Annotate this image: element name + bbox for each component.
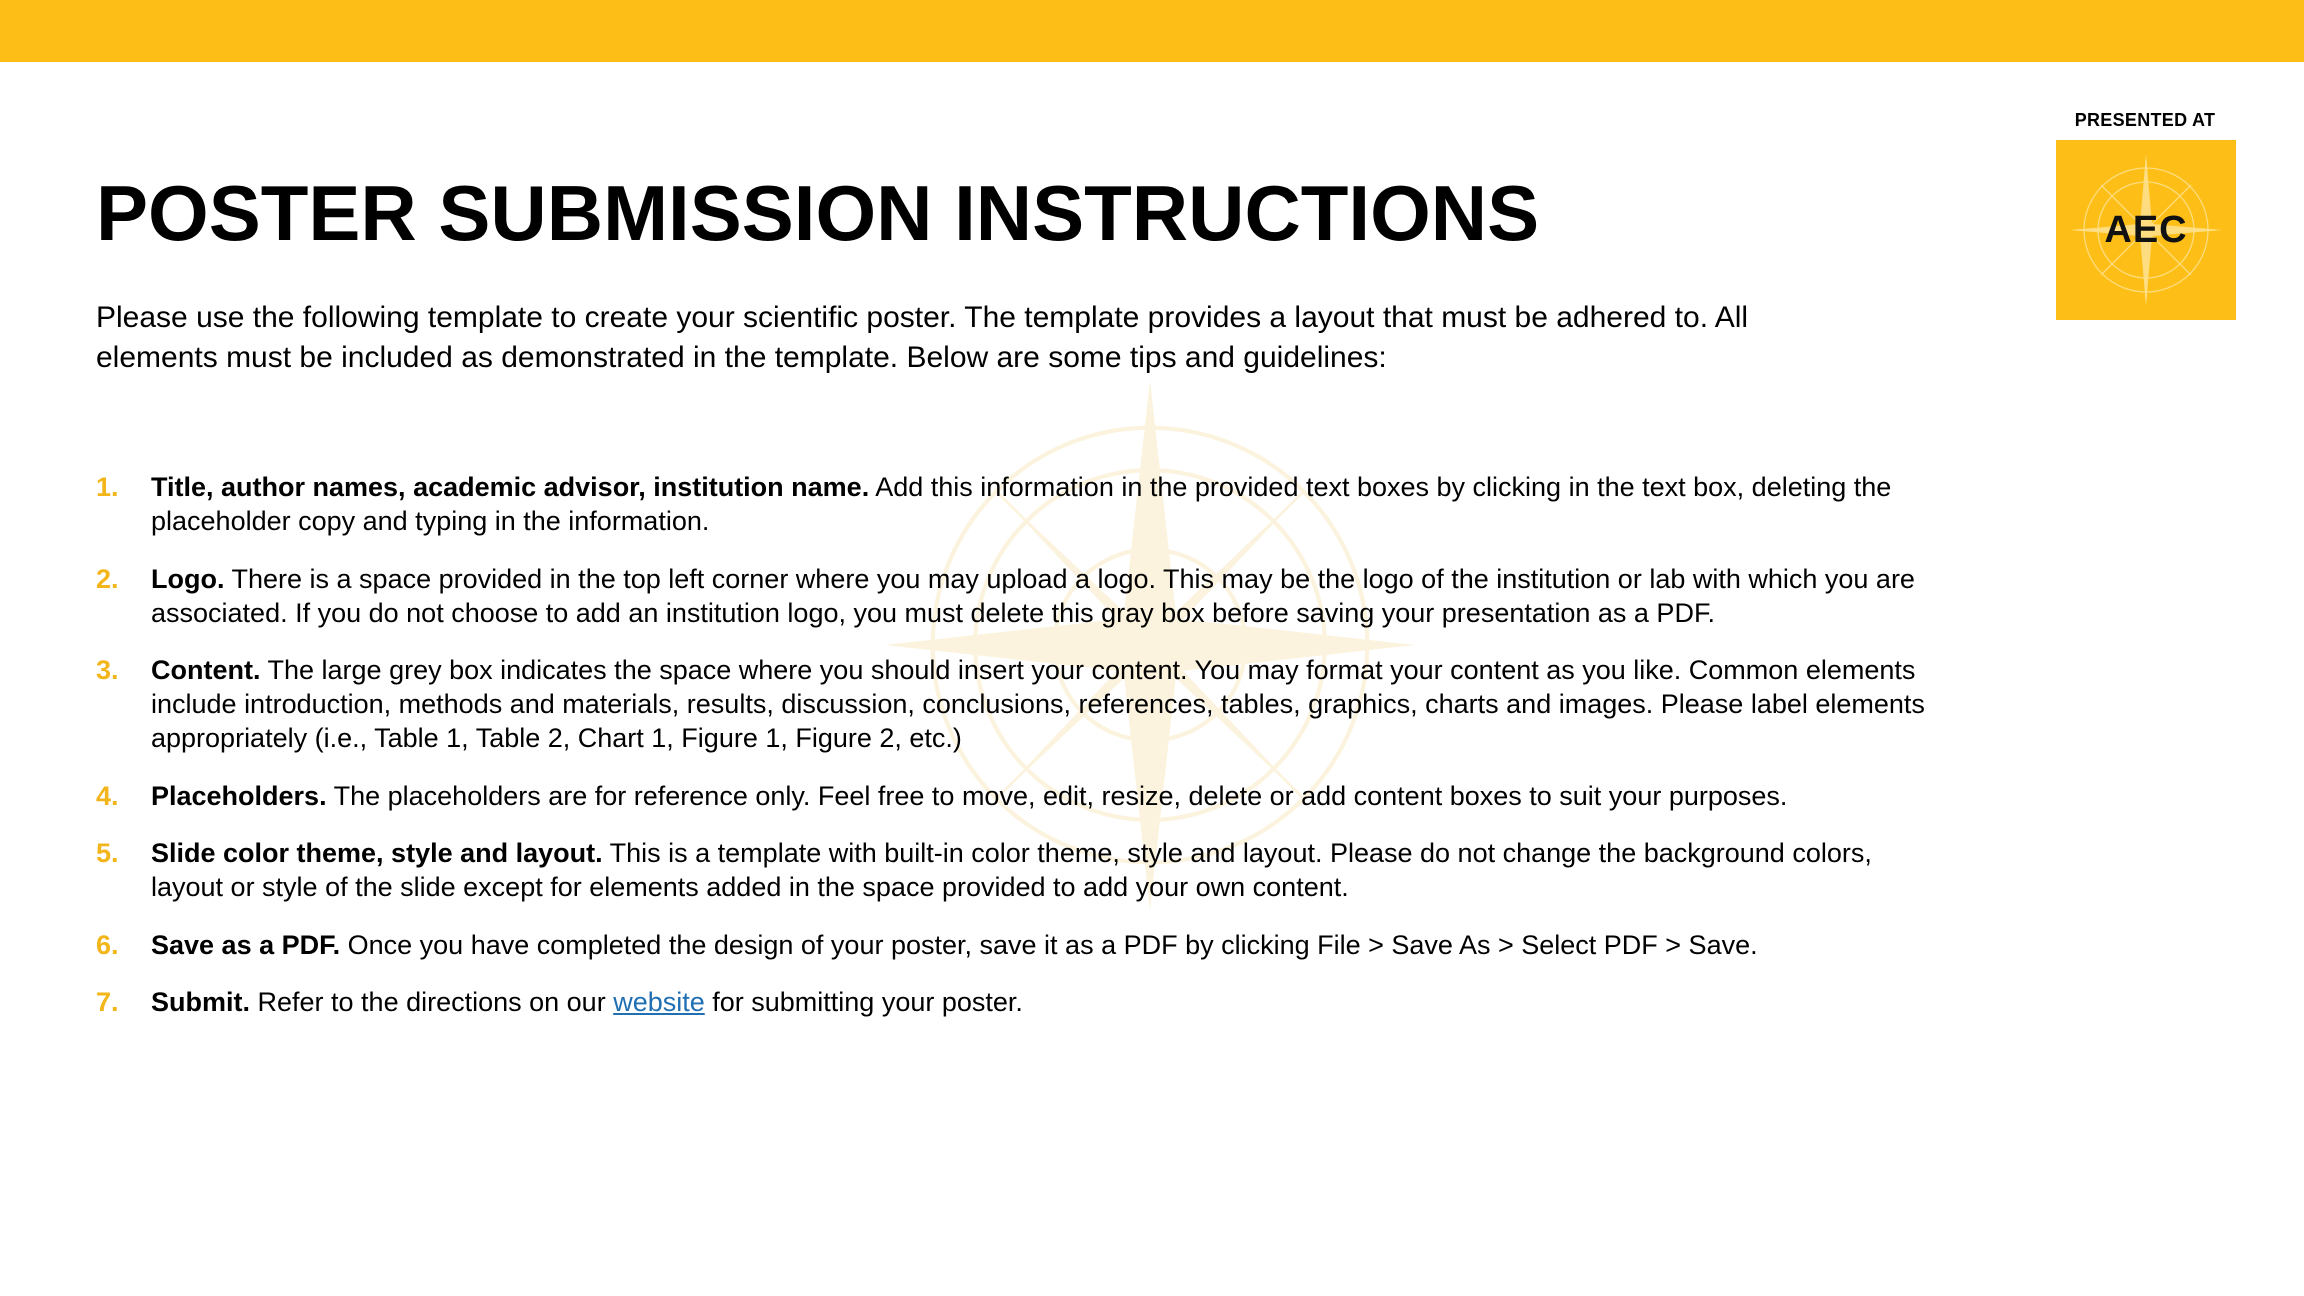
step-text: Add this information in the provided text boxes by clicking in the text box, deleting the placeholder copy and typing in the information. [151, 472, 1892, 536]
step-number: 2. [96, 563, 119, 594]
list-item-color-theme [96, 836, 1926, 904]
step-number: 5. [96, 838, 119, 868]
list-item-title-authors [96, 470, 1926, 538]
step-heading: Content. [151, 655, 261, 685]
list-item-content [96, 653, 1926, 755]
step-number: 3. [96, 655, 119, 685]
step-heading: Title, author names, academic advisor, institution name. [151, 472, 870, 502]
website-link[interactable]: website [613, 987, 705, 1017]
top-accent-bar [0, 0, 2304, 62]
intro-paragraph: Please use the following template to create your scientific poster. The template provides a layout that must be adhered to. All elements must be included as demonstrated in the template. Below are some tips and guidelines: [96, 301, 1749, 374]
step-text: Once you have completed the design of your poster, save it as a PDF by clicking File > Save As > Select PDF > Save. [340, 929, 1758, 960]
step-heading: Slide color theme, style and layout. [151, 838, 603, 868]
aec-logo-badge [2056, 140, 2236, 320]
step-number: 4. [96, 780, 119, 811]
step-text: The placeholders are for reference only. Feel free to move, edit, resize, delete or add content boxes to suit your purposes. [326, 780, 1788, 811]
step-heading: Save as a PDF. [151, 929, 341, 960]
step-text: for submitting your poster. [704, 987, 1023, 1017]
step-heading: Placeholders. [151, 780, 327, 811]
list-item-save-pdf [96, 928, 1926, 962]
step-text: This is a template with built-in color theme, style and layout. Please do not change the background colors, layout or style of the slide except for elements added in the space provided to add your own content. [151, 838, 1872, 902]
list-item-submit [96, 985, 1926, 1019]
step-text: The large grey box indicates the space where you should insert your content. You may format your content as you like. Common elements include introduction, methods and materials, results, discussion, conclusions, references, tables, graphics, charts and images. Please label elements appropriately (i.e., Table 1, Table 2, Chart 1, Figure 1, Figure 2, etc.) [151, 655, 1925, 753]
list-item-placeholders [96, 779, 1926, 813]
page-title: POSTER SUBMISSION INSTRUCTIONS [96, 169, 1540, 257]
list-item-logo [96, 562, 1926, 630]
step-text: Refer to the directions on our [250, 987, 614, 1017]
aec-logo-text: AEC [2104, 208, 2188, 251]
presented-at-label: PRESENTED AT [2074, 110, 2216, 130]
step-number: 6. [96, 929, 119, 960]
step-heading: Logo. [151, 563, 225, 594]
step-heading: Submit. [151, 987, 250, 1017]
step-text: There is a space provided in the top left corner where you may upload a logo. This may be the logo of the institution or lab with which you are associated. If you do not choose to add an institution logo, you must delete this gray box before saving your presentation as a PDF. [151, 563, 1915, 628]
step-number: 7. [96, 987, 119, 1017]
step-number: 1. [96, 472, 119, 502]
instructions-list [96, 470, 1926, 1043]
